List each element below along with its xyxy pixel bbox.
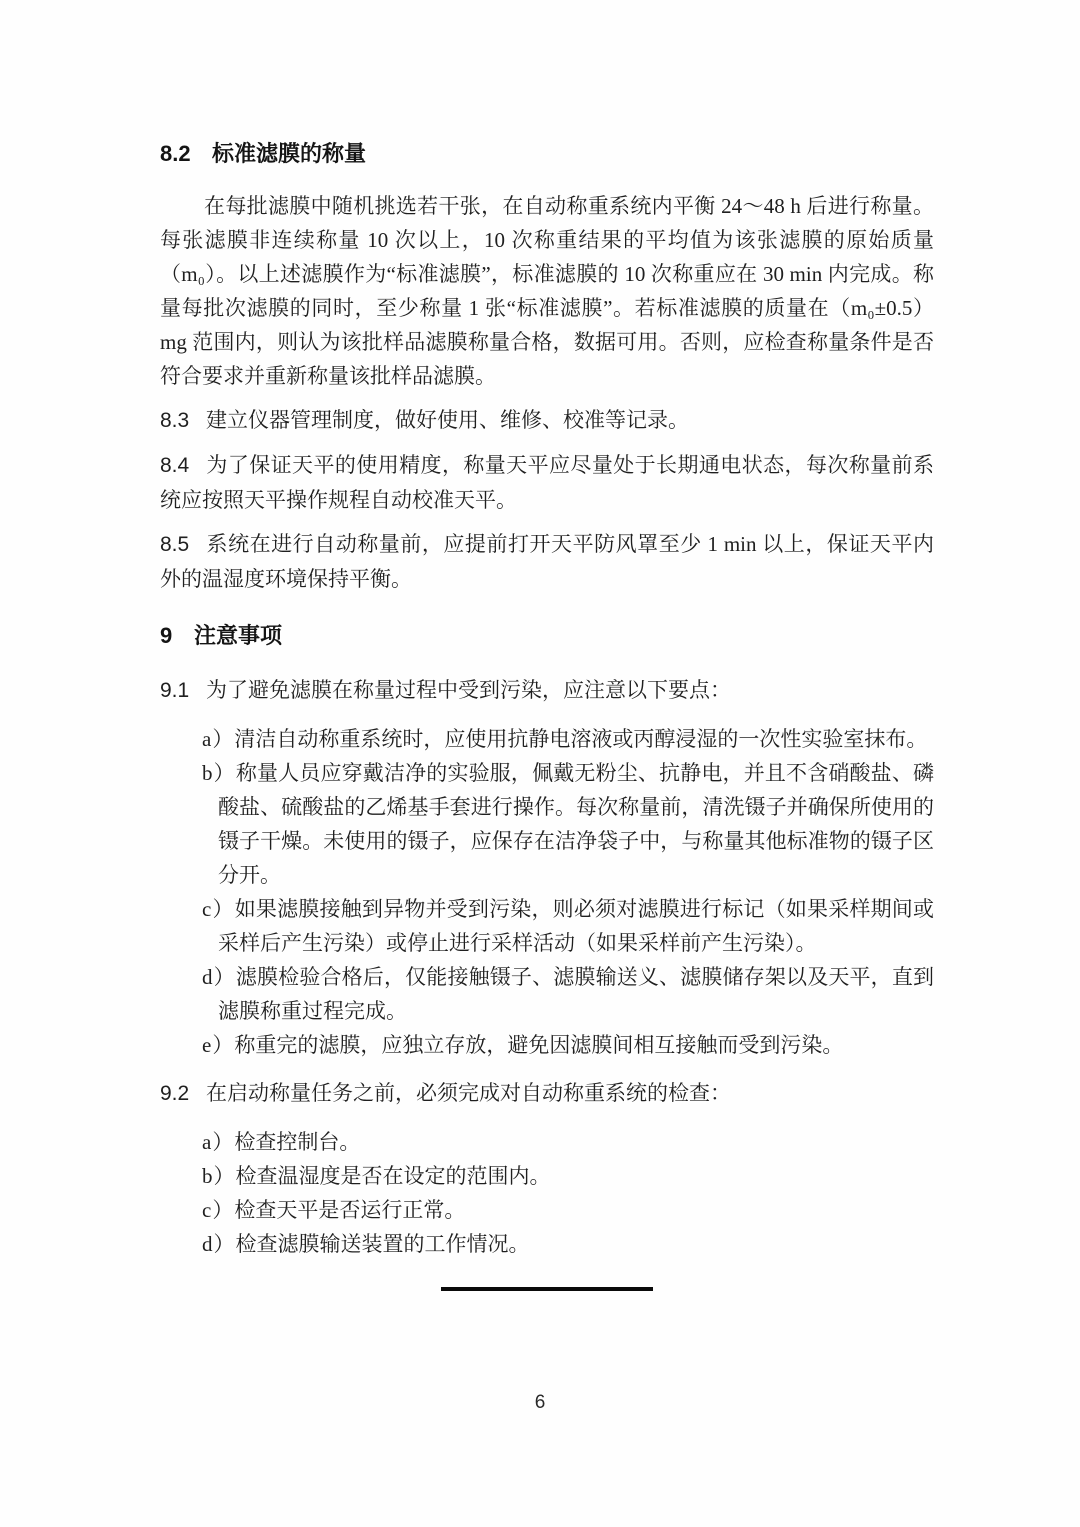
clause-8-4 xyxy=(160,448,934,517)
list-item-text: 如果滤膜接触到异物并受到污染，则必须对滤膜进行标记（如果采样期间或采样后产生污染）或停止进行采样活动（如果采样前产生污染）。 xyxy=(218,897,934,955)
list-item-label: c） xyxy=(202,1198,235,1222)
list-9-1 xyxy=(160,722,934,1062)
clause-8-3 xyxy=(160,403,934,438)
clause-number: 8.3 xyxy=(160,409,190,432)
list-item-text: 清洁自动称重系统时，应使用抗静电溶液或丙醇浸湿的一次性实验室抹布。 xyxy=(234,727,928,751)
clause-9-2 xyxy=(160,1076,934,1111)
clause-number: 8.4 xyxy=(160,454,190,477)
list-item-label: e） xyxy=(202,1033,235,1057)
clause-text: 系统在进行自动称量前，应提前打开天平防风罩至少 1 min 以上，保证天平内外的温湿度环境保持平衡。 xyxy=(160,532,934,591)
list-item-c xyxy=(160,1193,934,1227)
list-item-text: 检查温湿度是否在设定的范围内。 xyxy=(235,1164,551,1188)
list-item-text: 滤膜检验合格后，仅能接触镊子、滤膜输送义、滤膜储存架以及天平，直到滤膜称重过程完成。 xyxy=(218,965,935,1023)
list-item-a xyxy=(160,1125,934,1159)
section-heading-8-2 xyxy=(160,140,934,167)
list-item-b xyxy=(160,1159,934,1193)
list-item-label: d） xyxy=(202,1232,236,1256)
list-item-text: 称量人员应穿戴洁净的实验服，佩戴无粉尘、抗静电，并且不含硝酸盐、磷酸盐、硫酸盐的乙烯基手套进行操作。每次称量前，清洗镊子并确保所使用的镊子干燥。未使用的镊子，应保存在洁净袋子中，与称量其他标准物的镊子区分开。 xyxy=(218,761,935,887)
section-number: 9 xyxy=(160,623,173,648)
list-item-text: 称重完的滤膜，应独立存放，避免因滤膜间相互接触而受到污染。 xyxy=(234,1033,844,1057)
list-item-label: b） xyxy=(202,761,236,785)
list-item-e xyxy=(160,1028,934,1062)
section-title: 注意事项 xyxy=(194,623,283,648)
clause-number: 9.1 xyxy=(160,679,190,702)
list-item-text: 检查滤膜输送装置的工作情况。 xyxy=(235,1232,530,1256)
list-9-2 xyxy=(160,1125,934,1261)
clause-9-1 xyxy=(160,673,934,708)
list-item-label: d） xyxy=(202,965,236,989)
section-heading-9 xyxy=(160,622,934,649)
page-number: 6 xyxy=(534,1392,546,1413)
clause-8-5 xyxy=(160,527,934,596)
clause-text: 在启动称量任务之前，必须完成对自动称重系统的检查： xyxy=(206,1081,731,1105)
section-number: 8.2 xyxy=(160,141,191,166)
list-item-text: 检查控制台。 xyxy=(234,1130,361,1154)
end-of-text-divider xyxy=(441,1287,653,1291)
list-item-d xyxy=(160,1227,934,1261)
list-item-a xyxy=(160,722,934,756)
clause-text: 为了避免滤膜在称量过程中受到污染，应注意以下要点： xyxy=(206,678,731,702)
clause-text: 建立仪器管理制度，做好使用、维修、校准等记录。 xyxy=(206,408,689,432)
list-item-d xyxy=(160,960,934,1028)
clause-text: 为了保证天平的使用精度，称量天平应尽量处于长期通电状态，每次称量前系统应按照天平操作规程自动校准天平。 xyxy=(160,453,934,512)
list-item-text: 检查天平是否运行正常。 xyxy=(234,1198,466,1222)
list-item-label: c） xyxy=(202,897,235,921)
list-item-label: b） xyxy=(202,1164,236,1188)
list-item-label: a） xyxy=(202,1130,235,1154)
list-item-b xyxy=(160,756,934,892)
section-title: 标准滤膜的称量 xyxy=(212,141,367,166)
clause-number: 8.5 xyxy=(160,533,190,556)
clause-number: 9.2 xyxy=(160,1082,190,1105)
list-item-label: a） xyxy=(202,727,235,751)
list-item-c xyxy=(160,892,934,960)
paragraph-8-2: 在每批滤膜中随机挑选若干张，在自动称重系统内平衡 24～48 h 后进行称量。每张滤膜非连续称量 10 次以上，10 次称重结果的平均值为该张滤膜的原始质量（m₀）。以上述滤膜作为“标准滤膜”，标准滤膜的 10 次称重应在 30 min 内完成。称量每批次滤膜的同时，至少称量 1 张“标准滤膜”。若标准滤膜的质量在（m₀±0.5）mg 范围内，则认为该批样品滤膜称量合格，数据可用。否则，应检查称量条件是否符合要求并重新称量该批样品滤膜。 xyxy=(160,194,934,388)
